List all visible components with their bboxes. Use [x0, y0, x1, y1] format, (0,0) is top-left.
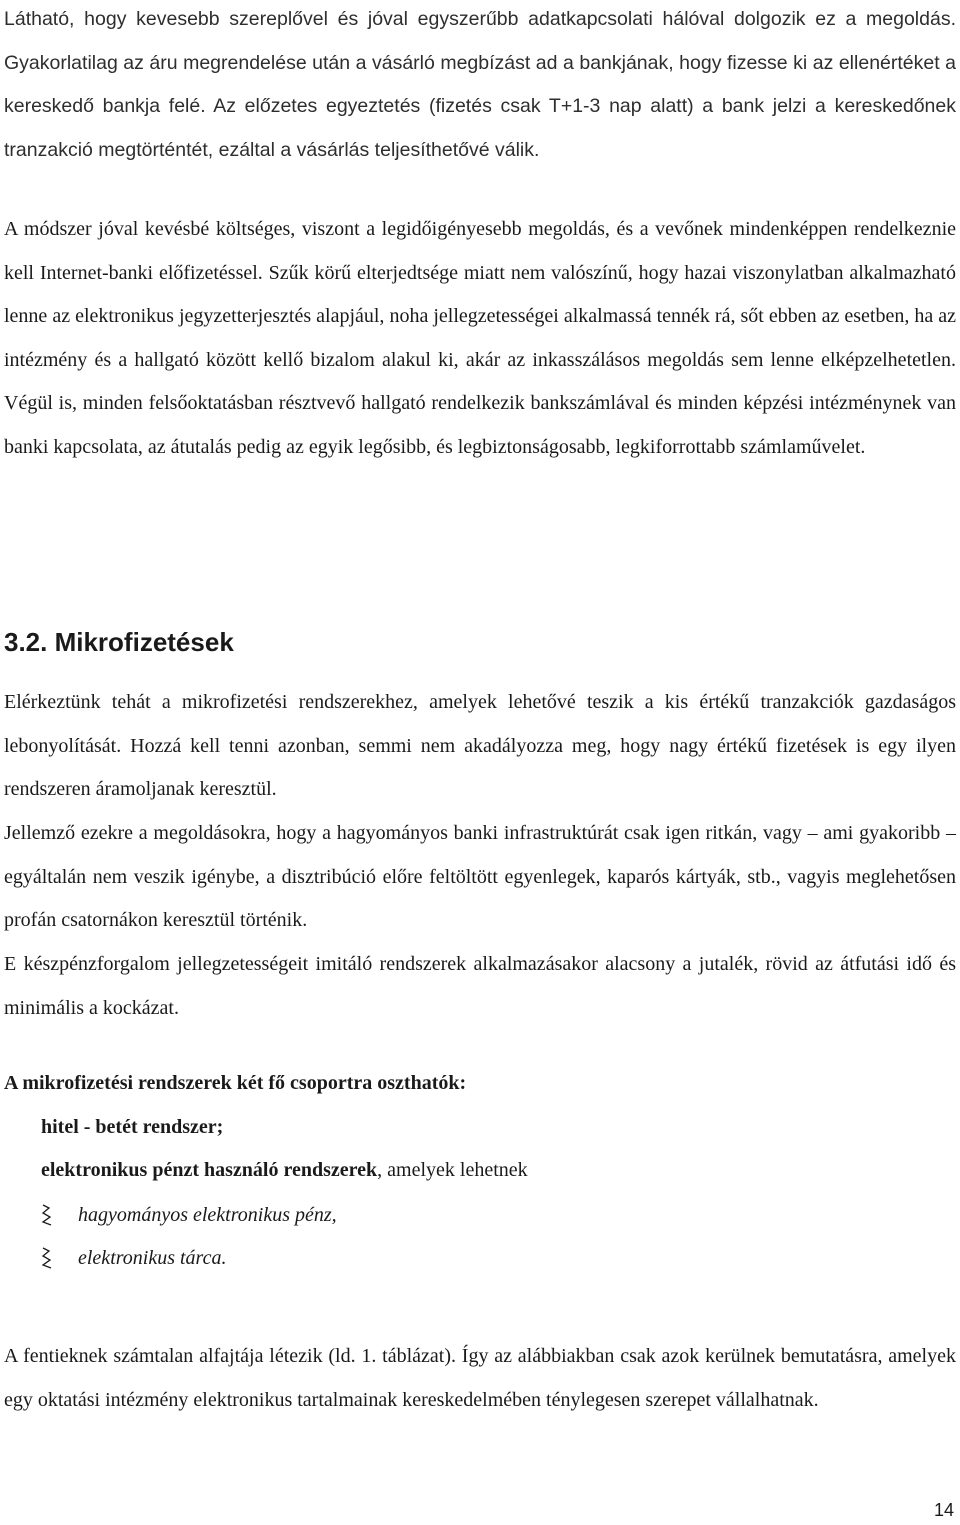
bullet-dash-icon	[40, 1246, 54, 1270]
group-item-credit-deposit	[41, 1116, 223, 1139]
bullet-dash-icon	[40, 1203, 54, 1227]
paragraph-micropayments-intro: Elérkeztünk tehát a mikrofizetési rendszerekhez, amelyek lehetővé teszik a kis értékű tranzakciók gazdaságos lebonyolítását. Hozzá kell tenni azonban, semmi nem akadályozza meg, hogy nagy értékű fizetések is egy ilyen rendszeren áramoljanak keresztül.	[4, 691, 956, 801]
paragraph-subtypes: A fentieknek számtalan alfajtája létezik (ld. 1. táblázat). Így az alábbiakban csak azok kerülnek bemutatásra, amelyek egy oktatási intézmény elektronikus tartalmainak kereskedelmében ténylegesen szerepet vállalhatnak.	[4, 1345, 956, 1411]
group-item-electronic-money-label: elektronikus pénzt használó rendszerek	[41, 1159, 378, 1181]
paragraph-method-cost: A módszer jóval kevésbé költséges, viszont a legidőigényesebb megoldás, és a vevőnek mindenképpen rendelkeznie kell Internet-banki előfizetéssel. Szűk körű elterjedtsége miatt nem valószínű, hogy hazai viszonylatban alkalmazható lenne az elektronikus jegyzetterjesztés alapjául, noha jellegzetességei alkalmassá tennék rá, sőt ebben az esetben, ha az intézmény és a hallgató között kellő bizalom alakul ki, akár az inkasszálásos megoldás sem lenne elképzelhetetlen. Végül is, minden felsőoktatásban résztvevő hallgató rendelkezik bankszámlával és minden képzési intézménynek van banki kapcsolata, az átutalás pedig az egyik legősibb, és legbiztonságosabb, legkiforrottabb számlaművelet.	[4, 218, 956, 458]
paragraph-characteristics: Jellemző ezekre a megoldásokra, hogy a hagyományos banki infrastruktúrát csak igen ritkán, vagy – ami gyakoribb – egyáltalán nem veszik igénybe, a disztribúció előre feltöltött egyenlegek, kaparós kártyák, stb., vagyis meglehetősen profán csatornákon keresztül történik.	[4, 822, 956, 932]
section-heading: 3.2. Mikrofizetések	[4, 627, 234, 657]
group-item-electronic-money-rest: , amelyek lehetnek	[377, 1159, 528, 1181]
bullet-item	[40, 1246, 226, 1270]
paragraph-cash-imitation: E készpénzforgalom jellegzetességeit imitáló rendszerek alkalmazásakor alacsony a jutalék, rövid az átfutási idő és minimális a kockázat.	[4, 953, 956, 1019]
group-item-electronic-money	[41, 1159, 528, 1182]
groups-title: A mikrofizetési rendszerek két fő csoportra oszthatók:	[4, 1072, 467, 1094]
paragraph-intro: Látható, hogy kevesebb szereplővel és jóval egyszerűbb adatkapcsolati hálóval dolgozik ez a megoldás. Gyakorlatilag az áru megrendelése után a vásárló megbízást ad a bankjának, hogy fizesse ki az ellenértéket a kereskedő bankja felé. Az előzetes egyeztetés (fizetés csak T+1-3 nap alatt) a bank jelzi a kereskedőnek tranzakció megtörténtét, ezáltal a vásárlás teljesíthetővé válik.	[4, 8, 956, 161]
bullet-item-label: hagyományos elektronikus pénz,	[78, 1203, 337, 1226]
bullet-item	[40, 1203, 337, 1227]
bullet-item-label: elektronikus tárca.	[78, 1246, 227, 1269]
page-number: 14	[933, 1500, 954, 1520]
group-item-credit-deposit-label: hitel - betét rendszer;	[41, 1116, 224, 1138]
